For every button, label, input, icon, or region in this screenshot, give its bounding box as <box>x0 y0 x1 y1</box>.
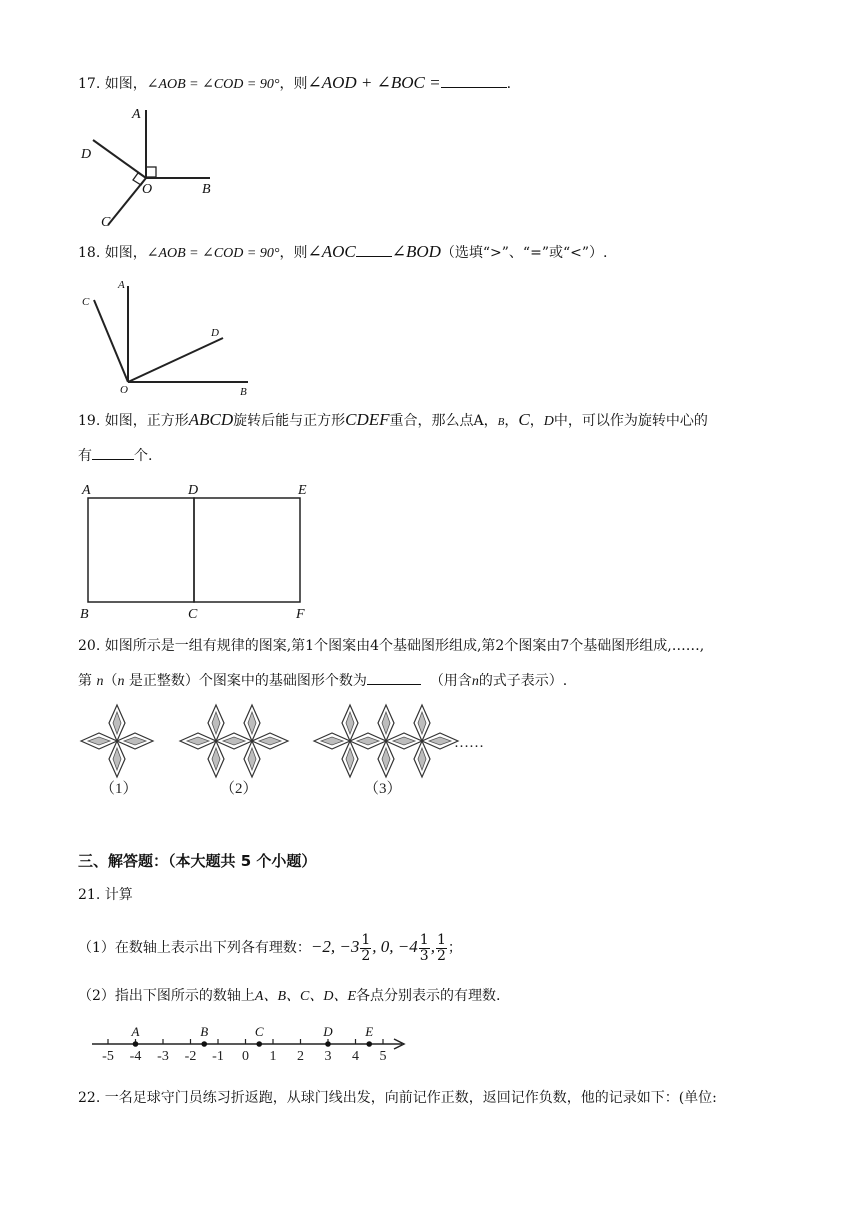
pattern-1 <box>81 705 153 777</box>
q18-given: ∠AOB = ∠COD = 90° <box>146 246 280 261</box>
q18-number: 18. <box>78 245 101 261</box>
ellipsis: …… <box>454 735 484 751</box>
q17-ask: ∠AOD + ∠BOC = <box>307 73 441 92</box>
tick-label: -2 <box>184 1049 197 1064</box>
tick-label: 5 <box>379 1049 387 1064</box>
fraction-one-half: $\frac{1}{2}$ <box>361 931 371 964</box>
tick-label: 3 <box>324 1049 332 1064</box>
point-d <box>325 1041 331 1047</box>
label-C: C <box>101 215 111 230</box>
label-B: B <box>202 182 211 197</box>
q17-given: ∠AOB = ∠COD = 90° <box>146 77 280 92</box>
q20-number: 20. <box>78 638 101 654</box>
q17-number: 17. <box>78 76 101 92</box>
q17-answer-blank[interactable] <box>441 73 507 88</box>
ray-OC <box>94 300 128 382</box>
square-ABCD <box>88 498 194 602</box>
number-line <box>86 1024 416 1064</box>
label-F: F <box>296 607 305 622</box>
label-E: E <box>298 483 307 498</box>
q17-text: 17. 如图，∠AOB = ∠COD = 90°，则∠AOD + ∠BOC = . <box>78 73 512 92</box>
pattern-2 <box>180 705 288 777</box>
q19-figure <box>78 480 328 620</box>
q17-figure <box>75 100 235 230</box>
point-a <box>133 1041 139 1047</box>
label-D: D <box>211 327 219 339</box>
label-O: O <box>142 182 153 197</box>
point-b <box>201 1041 207 1047</box>
caption-3: （3） <box>364 781 402 797</box>
tick-label: -5 <box>102 1049 114 1064</box>
label-C: C <box>82 296 90 308</box>
q18-answer-blank[interactable] <box>356 242 392 257</box>
label-B: B <box>240 386 247 398</box>
tick-label: 0 <box>242 1049 249 1064</box>
fraction-one-half-2: $\frac{1}{2}$ <box>436 931 446 964</box>
q19-line2: 有 个. <box>78 445 152 466</box>
label-A: A <box>118 279 125 291</box>
q21-number: 21. <box>78 887 101 903</box>
square-CDEF <box>194 498 300 602</box>
pattern-3 <box>314 705 458 777</box>
label-D: D <box>81 147 92 162</box>
fraction-one-third: $\frac{1}{3}$ <box>419 931 429 964</box>
tick-label: 2 <box>297 1049 304 1064</box>
point-label-d: D <box>323 1024 333 1039</box>
q22-number: 22. <box>78 1090 101 1106</box>
label-A: A <box>132 107 141 122</box>
ray-OD <box>128 338 223 382</box>
point-label-b: B <box>200 1024 209 1039</box>
tick-label: 1 <box>269 1049 277 1064</box>
label-C: C <box>188 607 198 622</box>
point-e <box>366 1041 372 1047</box>
q21-title: 21. 计算 <box>78 887 133 903</box>
tick-label: -3 <box>157 1049 169 1064</box>
q19-number: 19. <box>78 413 101 429</box>
q20-answer-blank[interactable] <box>367 670 421 685</box>
right-angle-mark-AOB <box>146 167 156 177</box>
section-3-title: 三、解答题：（本大题共 5 个小题） <box>78 852 317 870</box>
tick-label: -4 <box>129 1049 142 1064</box>
point-label-e: E <box>365 1024 374 1039</box>
q19-answer-blank[interactable] <box>92 445 134 460</box>
point-label-c: C <box>254 1024 264 1039</box>
point-c <box>256 1041 262 1047</box>
q18-figure <box>78 278 278 403</box>
caption-2: （2） <box>220 781 258 797</box>
tick-label: -1 <box>212 1049 224 1064</box>
label-B: B <box>80 607 89 622</box>
q21-part2: （2）指出下图所示的数轴上A、B、C、D、E各点分别表示的有理数. <box>78 988 501 1004</box>
point-label-a: A <box>131 1024 140 1039</box>
label-D: D <box>188 483 199 498</box>
q20-figure <box>80 705 500 805</box>
caption-1: （1） <box>100 781 138 797</box>
q18-text: 18. 如图，∠AOB = ∠COD = 90°，则∠AOC ∠BOD（选填“>”、“=”或“<”）. <box>78 242 608 261</box>
q19-line1: 19. 如图，正方形ABCD旋转后能与正方形CDEF重合，那么点A，B，C，D中，可以作为旋转中心的 <box>78 410 708 429</box>
tick-label: 4 <box>352 1049 359 1064</box>
q21-part1: （1）在数轴上表示出下列各有理数：−2, −3 $\frac{1}{2}$ , 0, −4 $\frac{1}{3}$ , $\frac{1}{2}$ ； <box>78 931 462 964</box>
q20-line2: 第 n（n 是正整数）个图案中的基础图形个数为 （用含n的式子表示）. <box>78 670 567 692</box>
label-O: O <box>120 384 128 396</box>
q22-text: 22. 一名足球守门员练习折返跑，从球门线出发，向前记作正数，返回记作负数，他的记录如下：(单位: <box>78 1090 717 1106</box>
q20-line1: 20. 如图所示是一组有规律的图案,第1个图案由4个基础图形组成,第2个图案由7个基础图形组成,……, <box>78 638 705 654</box>
label-A: A <box>82 483 91 498</box>
